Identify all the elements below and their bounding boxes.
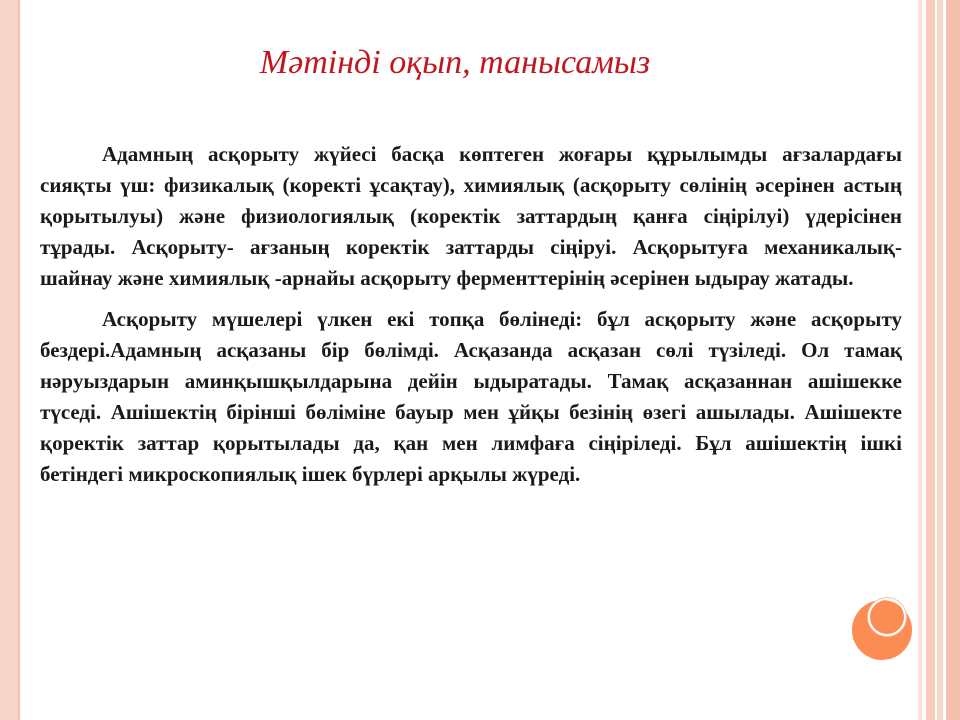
left-border-line — [18, 0, 20, 720]
right-stripe-decoration — [937, 0, 943, 720]
right-stripe-decoration — [926, 0, 935, 720]
right-stripe-decoration — [918, 0, 922, 720]
left-border-decoration — [0, 0, 18, 720]
right-stripe-decoration — [946, 0, 960, 720]
paragraph-2: Асқорыту мүшелері үлкен екі топқа бөлінеді: бұл асқорыту және асқорыту бездері.Адамның асқазаны бір бөлімді. Асқазанда асқазан сөлі түзіледі. Ол тамақ нәруыздарын аминқышқылдарына дейін ыдыратады. Тамақ асқазаннан ашішекке түседі. Ашішектің бірінші бөліміне бауыр мен ұйқы безінің өзегі ашылады. Ашішекте қоректік заттар қорытылады да, қан мен лимфаға сіңіріледі. Бұл ашішектің ішкі бетіндегі микроскопиялық ішек бүрлері арқылы жүреді. — [40, 307, 902, 486]
circle-outline-decoration — [868, 598, 906, 636]
slide-title: Мәтінді оқып, танысамыз — [259, 44, 651, 81]
slide-body — [40, 139, 902, 500]
paragraph-1: Адамның асқорыту жүйесі басқа көптеген жоғары құрылымды ағзалардағы сияқты үш: физикалық (коректі ұсақтау), химиялық (асқорыту сөлінің әсерінен астың қорытылуы) және физиологиялық (коректік заттардың қанға сіңірілуі) үдерісінен тұрады. Асқорыту- ағзаның коректік заттарды сіңіруі. Асқорытуға механикалық- шайнау және химиялық -арнайы асқорыту ферменттерінің әсерінен ыдырау жатады. — [40, 142, 902, 290]
